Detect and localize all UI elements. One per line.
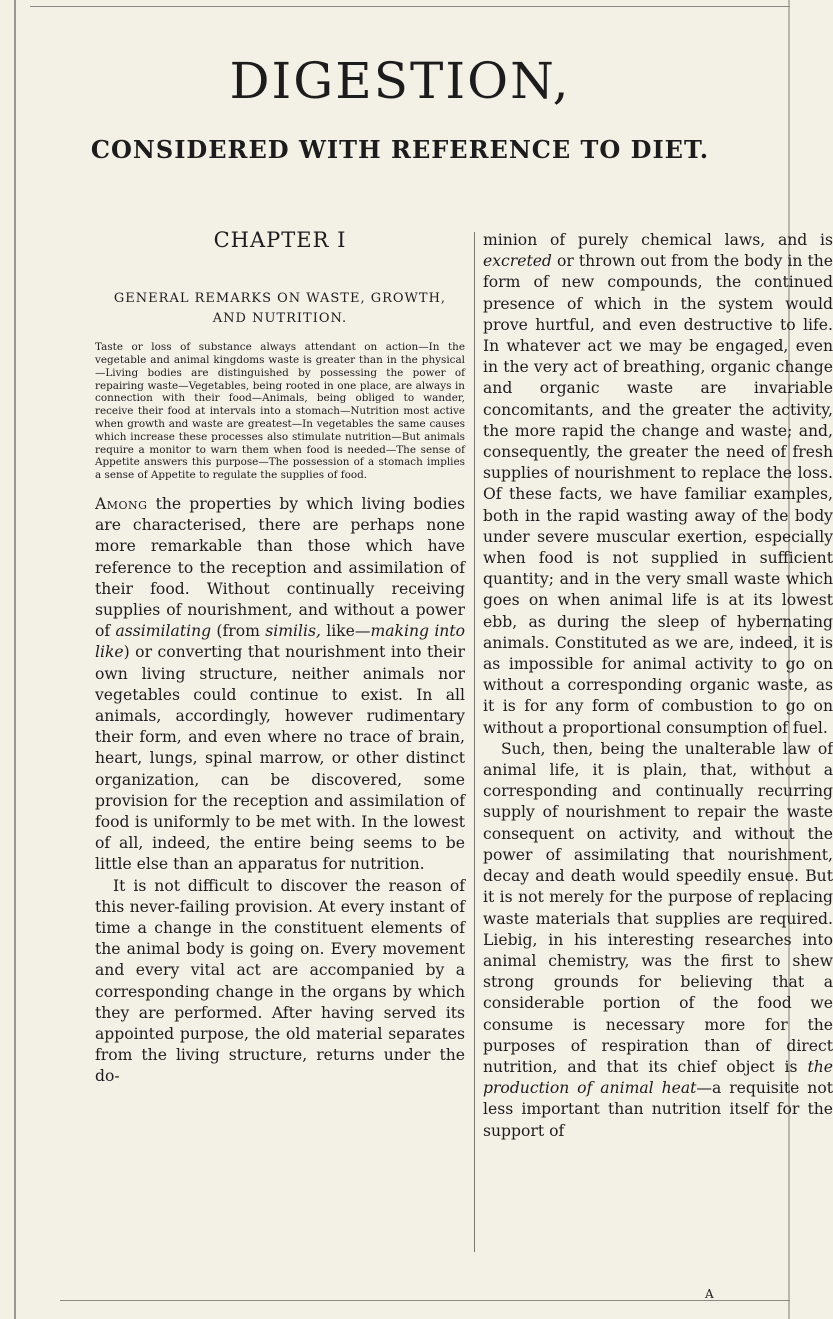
text-run: the properties by which living bodies are characterised, there are perhaps none more remarkable than those which have reference to the reception and assimilation of their food. Without continually receiving supplies of nourishment, and without a power of [95, 494, 465, 641]
left-column [95, 230, 465, 1088]
text-run: ) or converting that nourishment into their own living structure, neither animals nor vegetables could continue to exist. In all animals, accordingly, however rudimentary their form, and even where no trace of brain, heart, lungs, spinal marrow, or other distinct organization, can be discovered, some provision for the reception and assimilation of food is uniformly to be met with. In the lowest of all, indeed, the entire being seems to be little else than an apparatus for nutrition. [95, 643, 465, 874]
chapter-synopsis: Taste or loss of substance always attendant on action—In the vegetable and animal kingdoms waste is greater than in the physical—Living bodies are distinguished by possessing the power of repairing waste—Vegetables, being rooted in one place, are always in connection with their food—Animals, being obliged to wander, receive their food at intervals into a stomach—Nutrition most active when growth and waste are greatest—In vegetables the same causes which increase these processes also stimulate nutrition—But animals require a monitor to warn them when food is needed—The sense of Appetite answers this purpose—The possession of a stomach implies a sense of Appetite to regulate the supplies of food. [95, 341, 465, 482]
text-run: minion of purely chemical laws, and is [483, 231, 833, 249]
italic-term: excreted [483, 252, 552, 271]
text-run: or thrown out from the body in the form of new compounds, the continued presence of which in the system would prove hurtful, and even destructive to life. In whatever act we may be engaged, even in the very act of breathing, organic change and organic waste are invariable concomitants, and the greater the activity, the more rapid the change and waste; and, consequently, the greater the need of fresh supplies of nourishment to replace the loss. Of these facts, we have familiar examples, both in the rapid wasting away of the body under severe muscular exertion, especially when food is not supplied in sufficient quantity; and in the very small waste which goes on when animal life is at its lowest ebb, as during the sleep of hybernating animals. Constituted as we are, indeed, it is as impossible for animal activity to go on without a corresponding organic waste, as it is for any form of combustion to go on without a proportional consumption of fuel. [483, 252, 833, 737]
text-run: Such, then, being the unalterable law of animal life, it is plain, that, without a corresponding and continually recurring supply of nourishment to repair the waste consequent on activity, and without the power of assimilating that nourishment, decay and death would speedily ensue. But it is not merely for the purpose of replacing waste materials that supplies are required. Liebig, in his interesting researches into animal chemistry, was the first to shew strong grounds for believing that a considerable portion of the food we consume is necessary more for the purposes of respiration than of direct nutrition, and that its chief object is [483, 739, 833, 1076]
page-subtitle: CONSIDERED WITH REFERENCE TO DIET. [90, 135, 710, 164]
left-paragraph-2: It is not difficult to discover the reason of this never-failing provision. At every instant of time a change in the constituent elements of the animal body is going on. Every movement and every vital act are accompanied by a corresponding change in the organs by which they are performed. After having served its appointed purpose, the old material separates from the living structure, returns under the do- [95, 876, 465, 1086]
left-paragraph-1 [95, 494, 465, 876]
right-paragraph-2 [483, 739, 833, 1142]
page-title: DIGESTION, [229, 52, 571, 110]
right-column [483, 230, 833, 1142]
chapter-heading: GENERAL REMARKS ON WASTE, GROWTH, AND NUTRITION. [113, 291, 447, 327]
text-run: —a requisite not less important than nutrition itself for the support of [483, 1079, 833, 1140]
lead-word: Among [95, 494, 148, 513]
column-divider [474, 232, 475, 1252]
signature-mark: A [705, 1287, 714, 1301]
text-run: (from [211, 622, 266, 641]
right-paragraph-1 [483, 230, 833, 739]
italic-term: similis, [265, 622, 321, 641]
text-run: like— [320, 622, 371, 641]
top-rule [30, 6, 790, 7]
italic-term: assimilating [115, 622, 212, 641]
chapter-label: CHAPTER I [213, 228, 347, 252]
italic-term: the production of animal heat [483, 1057, 833, 1098]
italic-term: making into like [95, 622, 466, 662]
bottom-rule [60, 1300, 790, 1301]
